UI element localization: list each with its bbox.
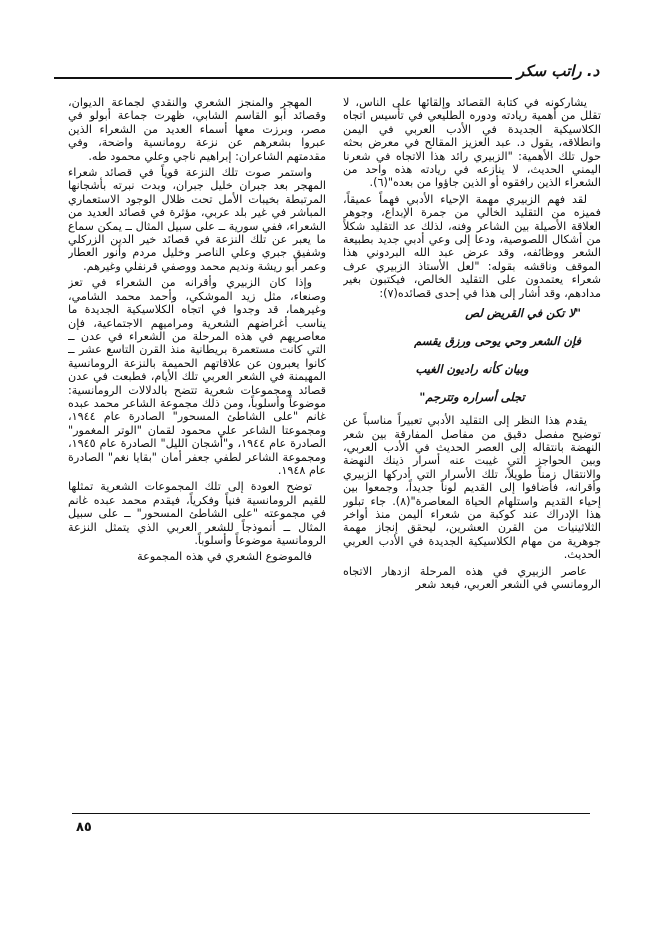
page-number: ٨٥ (76, 820, 92, 835)
paragraph: فالموضوع الشعري في هذه المجموعة (137, 550, 312, 564)
paragraph: يشاركونه في كتابة القصائد وإلقائها على الناس، لا تقلل من أهمية ريادته ودوره الطليعي في تأسيس اتجاه الكلاسيكية الجديدة في الأدب العربي في اليمن وانطلاقه، يقول د. عبد العزيز المقالح في معرض بحثه حول تلك الأهمية: "الزبيري رائد هذا الاتجاه في شعرنا اليمني الحديث، لا ينازعه في ريادته هذه واحد من الشعراء الذين رافقوه أو الذين جاؤوا من بعده"(٦). (343, 96, 601, 190)
paragraph: لقد فهم الزبيري مهمة الإحياء الأدبي فهماً عميقاً، فميزه من التقليد الخالي من جمرة الإبداع، وجوهر العلاقة الأصيلة بين الشاعر وفنه، لذلك عد التقليد شكلاً من أشكال اللصوصية، ودعا إلى وعي أدبي جديد بطبيعة الشعر ووظائفه، وقد عرض عبد الله البردوني هذا الموقف وناقشه بقوله: "لعل الأستاذ الزبيري عرف شعراء يعتمدون على التقليد الخالص، فيكتبون بغير مدادهم، وقد أشار إلى هذا في إحدى قصائده(٧): (343, 192, 601, 300)
poem-line: وبيان كأنه راديون الغيب (415, 362, 529, 377)
left-column (68, 96, 326, 856)
poem-quote (343, 306, 601, 404)
footer-rule (72, 813, 590, 814)
paragraph: عاصر الزبيري في هذه المرحلة ازدهار الاتجاه الرومانسي في الشعر العربي، فبعد شعر (343, 564, 601, 591)
paragraph: وإذا كان الزبيري وأقرانه من الشعراء في تعز وصنعاء، مثل زيد الموشكي، وأحمد محمد الشامي، وغيرهما، قد وجدوا في اتجاه الكلاسيكية الجديدة ما يناسب أغراضهم الشعرية ومراميهم الاجتماعية، فإن معاصريهم في هذه المرحلة من الشعراء في عدن ــ التي كانت مستعمرة بريطانية منذ القرن التاسع عشر ــ كانوا يعبرون عن علاقاتهم الحميمة بالنزعة الرومانسية المهيمنة في الشعر العربي تلك الأيام، فطبعت في عدن قصائد ومجموعات شعرية تتضح بالدلالات الرومانسية: موضوعاً وأسلوباً، ومن ذلك مجموعة الشاعر محمد عبده غانم "على الشاطئ المسحور" الصادرة عام ١٩٤٤، ومجموعتا الشاعر علي محمود لقمان "الوتر المغمور" الصادرة عام ١٩٤٤، و"أشجان الليل" الصادرة عام ١٩٤٥، ومجموعة الشاعر لطفي جعفر أمان "بقايا نغم" الصادرة عام ١٩٤٨. (68, 276, 326, 477)
header-rule (54, 77, 512, 79)
author-name: د. راتب سكر (517, 62, 600, 80)
paragraph: يقدم هذا النظر إلى التقليد الأدبي تعبيراً مناسباً عن توضيح مفصل دقيق من مفاصل المفارقة بين شعر النهضة بانتقاله إلى العصر الحديث في الأدب العربي، وبين الحواجز التي غيبت عنه أسرار ذينك النهضة والانتقال زمناً طويلاً، تلك الأسرار التي أدركها الزبيري وأقرانه، فأضافوا إلى القديم لوناً جديداً، وجمعوا بين إحياء القديم واستلهام الحياة المعاصرة"(٨). جاء تبلور هذا الإدراك عند كوكبة من شعراء اليمن منذ أواخر الثلاثينيات من القرن العشرين، ليحقق إنجاز مهمة جوهرية من مهام الكلاسيكية الجديدة في الأدب العربي الحديث. (343, 414, 601, 562)
paragraph: واستمر صوت تلك النزعة قوياً في قصائد شعراء المهجر بعد جبران خليل جبران، وبدت نبرته بأشجانها المرتبطة بخيبات الأمل تحت ظلال الوجود الاستعماري المباشر في غير بلد عربي، مؤثرة في قصائد العديد من الشعراء، ففي سورية ــ على سبيل المثال ــ يمكن سماع ما يعبر عن تلك النزعة في قصائد خير الدين الزركلي وشفيق جبري وعلي الناصر وخليل مردم وأنور العطار وعمر أبو ريشة ونديم محمد ووصفي قرنفلي وغيرهم. (68, 166, 326, 273)
poem-line: فإن الشعر وحي يوحى ورزق يقسم (414, 334, 581, 349)
poem-line: "لا تكن في القريض لص (465, 306, 581, 321)
poem-line: تجلى أسراره وتترجم" (419, 390, 525, 405)
right-column (343, 96, 601, 856)
paragraph: توضح العودة إلى تلك المجموعات الشعرية تمثلها للقيم الرومانسية فنياً وفكرياً، فيقدم محمد عبده غانم في مجموعته "على الشاطئ المسحور" ــ على سبيل المثال ــ أنموذجاً للشعر العربي الذي يتمثل النزعة الرومانسية موضوعاً وأسلوباً. (68, 480, 326, 547)
paragraph: المهجر والمنجز الشعري والنقدي لجماعة الديوان، وقصائد أبو القاسم الشابي، ظهرت جماعة أبولو في مصر، وبرزت معها أسماء العديد من الشعراء الذين عبروا بشعرهم عن نزعة رومانسية واضحة، وفي مقدمتهم الشاعران: إبراهيم ناجي وعلي محمود طه. (68, 96, 326, 163)
